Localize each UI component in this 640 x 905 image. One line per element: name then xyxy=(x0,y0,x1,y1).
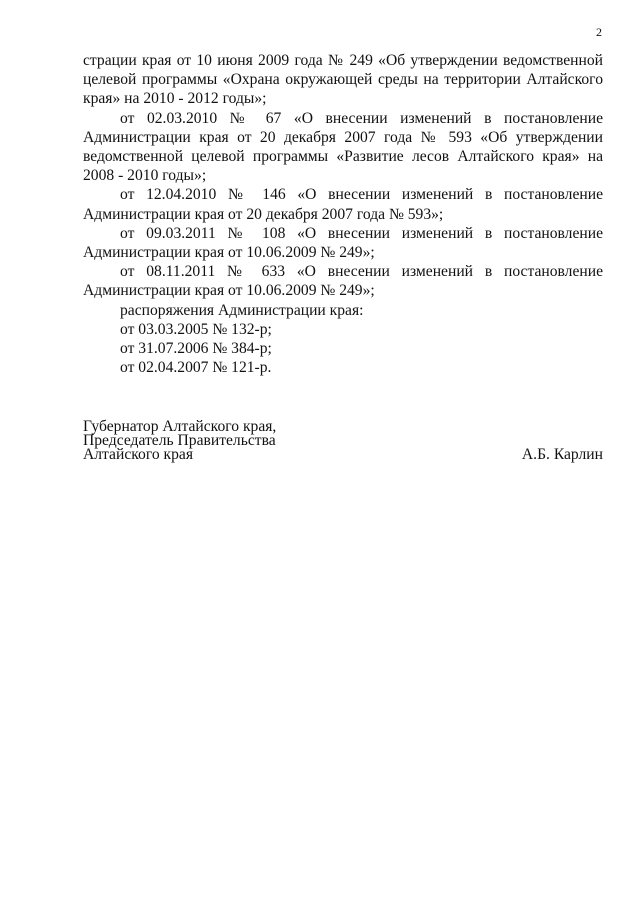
paragraph-decree-67: от 02.03.2010 № 67 «О внесении изменений в постановление Администрации края от 20 декабря 2007 года № 593 «Об утверждении ведомственной целевой программы «Развитие лесов Алтайского края» на 2008 - 2010 годы»; xyxy=(83,109,603,185)
document-body xyxy=(83,51,603,377)
signatory-title-line-1: Губернатор Алтайского края, xyxy=(83,418,277,435)
signatory-title-line-3: Алтайского края xyxy=(83,446,193,463)
list-item-order-132: от 03.03.2005 № 132-р; xyxy=(120,320,272,338)
signature-block xyxy=(83,420,603,462)
paragraph-program-title: страции края от 10 июня 2009 года № 249 «Об утверждении ведомственной целевой программы «Охрана окружающей среды на территории Алтайского края» на 2010 - 2012 годы»; xyxy=(83,52,603,108)
page-number: 2 xyxy=(596,25,602,39)
paragraph-decree-633: от 08.11.2011 № 633 «О внесении изменений в постановление Администрации края от 10.06.2009 № 249»; xyxy=(83,263,603,300)
paragraph-orders-heading: распоряжения Администрации края: xyxy=(120,301,364,319)
paragraph-decree-146: от 12.04.2010 № 146 «О внесении изменений в постановление Администрации края от 20 декабря 2007 года № 593»; xyxy=(83,186,603,223)
paragraph-decree-108: от 09.03.2011 № 108 «О внесении изменений в постановление Администрации края от 10.06.2009 № 249»; xyxy=(83,224,603,262)
list-item-order-121: от 02.04.2007 № 121-р. xyxy=(120,359,272,377)
signatory-name: А.Б. Карлин xyxy=(521,446,603,463)
list-item-order-384: от 31.07.2006 № 384-р; xyxy=(120,340,272,358)
signatory-title-line-2: Председатель Правительства xyxy=(83,432,276,449)
